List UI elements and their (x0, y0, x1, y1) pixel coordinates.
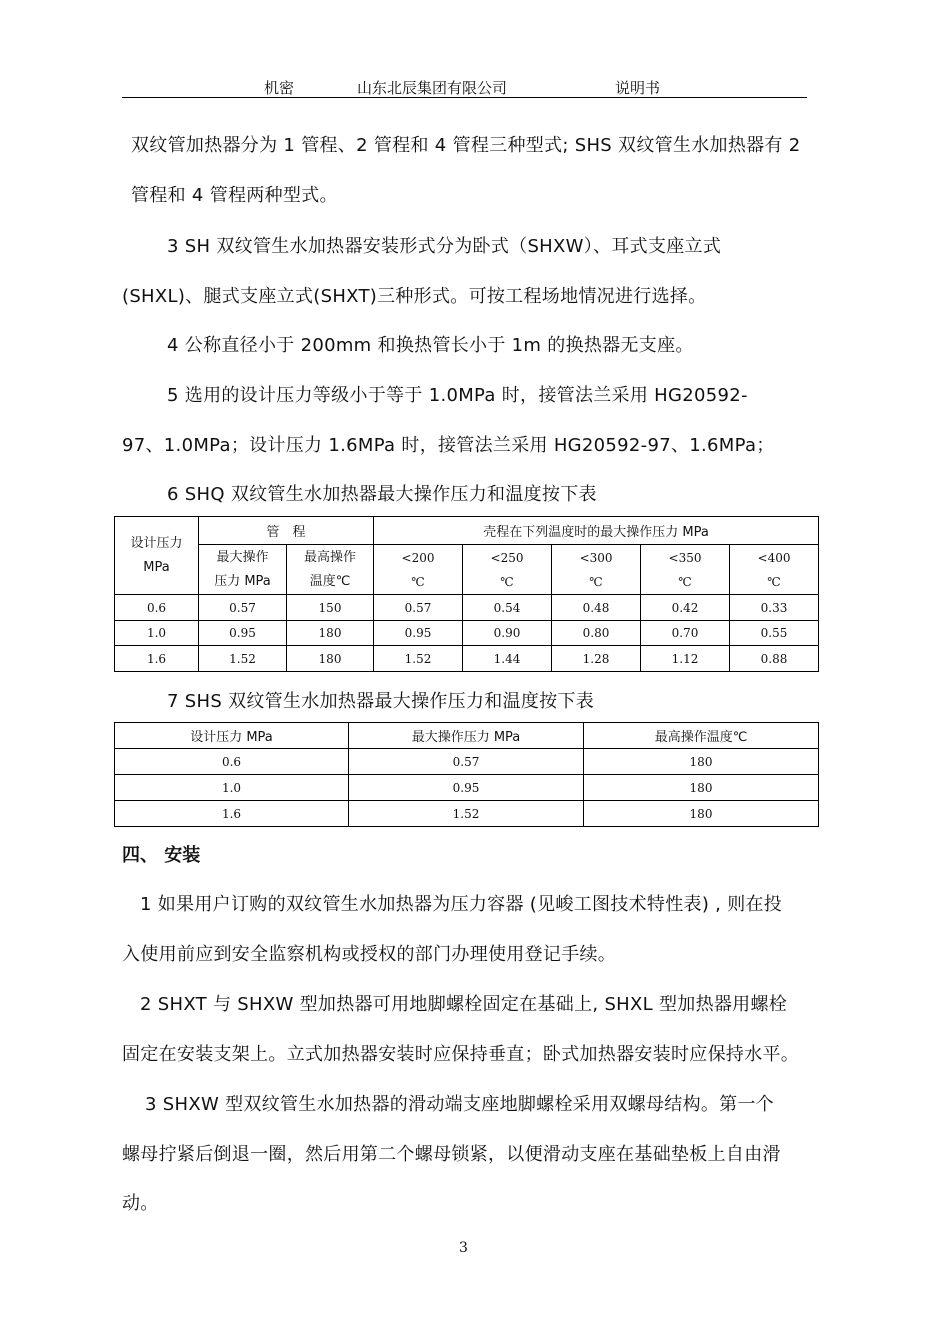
paragraph-line: 螺母拧紧后倒退一圈，然后用第二个螺母锁紧，以便滑动支座在基础垫板上自由滑 (122, 1144, 781, 1165)
table-cell: 1.0 (115, 775, 349, 801)
paragraph-line: 97、1.0MPa；设计压力 1.6MPa 时，接管法兰采用 HG20592-97、1.6MPa； (122, 435, 775, 456)
page-number: 3 (459, 1240, 468, 1256)
table-row (115, 595, 819, 621)
table-cell: 1.6 (115, 646, 199, 672)
paragraph-line: 5 选用的设计压力等级小于等于 1.0MPa 时，接管法兰采用 HG20592- (167, 385, 748, 406)
table-cell: 180 (584, 775, 819, 801)
table-cell: 0.6 (115, 749, 349, 775)
table-cell: 0.42 (641, 595, 730, 621)
group-header-shell: 壳程在下列温度时的最大操作压力 MPa (374, 517, 819, 545)
table1-caption: 6 SHQ 双纹管生水加热器最大操作压力和温度按下表 (167, 484, 597, 505)
paragraph-line: 3 SHXW 型双纹管生水加热器的滑动端支座地脚螺栓采用双螺母结构。第一个 (145, 1094, 775, 1115)
table-cell: 0.57 (199, 595, 287, 621)
header-left: 机密 (264, 79, 295, 97)
table-cell: 180 (287, 621, 374, 646)
section-heading: 四、 安装 (122, 845, 201, 866)
sub-header-max-pressure: 最大操作 压力 MPa (199, 545, 287, 595)
table-cell: 1.44 (463, 646, 552, 672)
table-cell: 1.52 (349, 801, 584, 827)
table-cell: 0.54 (463, 595, 552, 621)
temp-header: <250 ℃ (463, 545, 552, 595)
group-header-tube: 管 程 (199, 517, 374, 545)
table-cell: 1.52 (374, 646, 463, 672)
col-header-max-temperature: 最高操作温度℃ (584, 723, 819, 749)
table-cell: 150 (287, 595, 374, 621)
table-cell: 1.0 (115, 621, 199, 646)
paragraph-line: 管程和 4 管程两种型式。 (131, 185, 338, 206)
temp-header: <200 ℃ (374, 545, 463, 595)
table-cell: 0.90 (463, 621, 552, 646)
col-header-design-pressure: 设计压力 MPa (115, 723, 349, 749)
header-rule (122, 97, 807, 98)
table-cell: 0.88 (730, 646, 819, 672)
paragraph-line: 2 SHXT 与 SHXW 型加热器可用地脚螺栓固定在基础上, SHXL 型加热器用螺栓 (140, 994, 788, 1015)
temp-header: <300 ℃ (552, 545, 641, 595)
paragraph-line: 动。 (122, 1193, 159, 1214)
sub-header-max-temperature: 最高操作 温度℃ (287, 545, 374, 595)
table-cell: 0.57 (349, 749, 584, 775)
table-shq-pressure-temperature (114, 516, 819, 672)
table-row (115, 801, 819, 827)
paragraph-line: 双纹管加热器分为 1 管程、2 管程和 4 管程三种型式; SHS 双纹管生水加热器有 2 (131, 135, 801, 156)
table-shs-pressure-temperature (114, 722, 819, 827)
table-cell: 0.6 (115, 595, 199, 621)
table-cell: 0.55 (730, 621, 819, 646)
table2-caption: 7 SHS 双纹管生水加热器最大操作压力和温度按下表 (167, 691, 595, 712)
header-company: 山东北辰集团有限公司 (357, 79, 508, 97)
col-header-design-pressure: 设计压力 MPa (115, 517, 199, 595)
paragraph-line: 4 公称直径小于 200mm 和换热管长小于 1m 的换热器无支座。 (167, 335, 694, 356)
table-cell: 1.6 (115, 801, 349, 827)
table-cell: 0.95 (199, 621, 287, 646)
table-cell: 180 (287, 646, 374, 672)
paragraph-line: (SHXL)、腿式支座立式(SHXT)三种形式。可按工程场地情况进行选择。 (122, 286, 707, 307)
table-row (115, 775, 819, 801)
col-header-max-pressure: 最大操作压力 MPa (349, 723, 584, 749)
header-right: 说明书 (615, 79, 661, 97)
table-cell: 0.70 (641, 621, 730, 646)
table-cell: 0.95 (374, 621, 463, 646)
table-cell: 0.48 (552, 595, 641, 621)
table-cell: 1.12 (641, 646, 730, 672)
table-row (115, 621, 819, 646)
paragraph-line: 入使用前应到安全监察机构或授权的部门办理使用登记手续。 (122, 944, 617, 965)
table-cell: 0.33 (730, 595, 819, 621)
table-cell: 0.57 (374, 595, 463, 621)
table-cell: 0.80 (552, 621, 641, 646)
table-row (115, 646, 819, 672)
table-cell: 180 (584, 749, 819, 775)
table-row (115, 749, 819, 775)
table-cell: 0.95 (349, 775, 584, 801)
temp-header: <350 ℃ (641, 545, 730, 595)
temp-header: <400 ℃ (730, 545, 819, 595)
table-cell: 1.52 (199, 646, 287, 672)
table-cell: 180 (584, 801, 819, 827)
paragraph-line: 固定在安装支架上。立式加热器安装时应保持垂直；卧式加热器安装时应保持水平。 (122, 1044, 800, 1065)
table-cell: 1.28 (552, 646, 641, 672)
paragraph-line: 1 如果用户订购的双纹管生水加热器为压力容器 (见峻工图技术特性表) , 则在投 (140, 894, 783, 915)
paragraph-line: 3 SH 双纹管生水加热器安装形式分为卧式（SHXW）、耳式支座立式 (167, 236, 722, 257)
